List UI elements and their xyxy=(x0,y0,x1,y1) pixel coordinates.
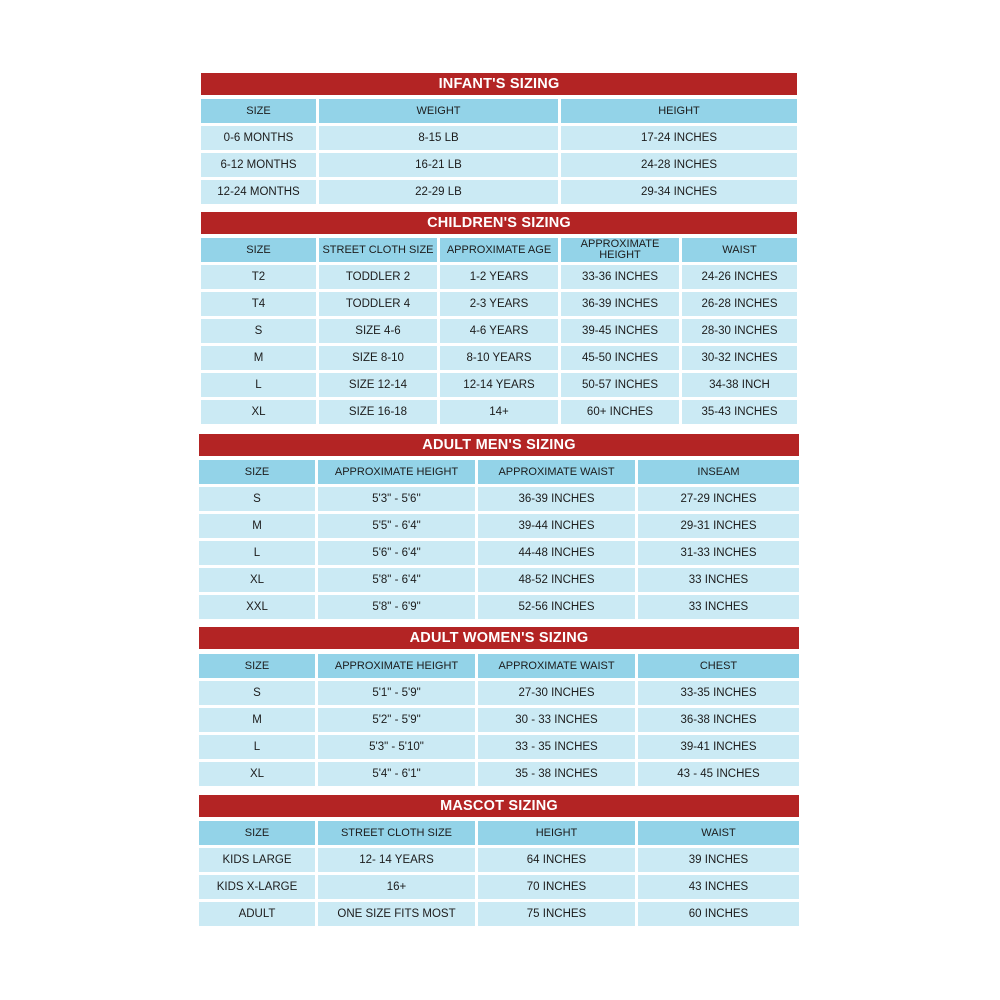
table-cell: 5'5" - 6'4" xyxy=(318,514,475,538)
table-cell: T2 xyxy=(201,265,316,289)
table-cell: L xyxy=(199,735,315,759)
table-cell: SIZE 4-6 xyxy=(319,319,437,343)
table-cell: M xyxy=(199,708,315,732)
children-sizing-table xyxy=(201,238,797,424)
table-cell: 43 INCHES xyxy=(638,875,799,899)
table-cell: 33-35 INCHES xyxy=(638,681,799,705)
table-cell: 24-28 INCHES xyxy=(561,153,797,177)
table-header: SIZE xyxy=(199,821,315,845)
table-cell: 39-41 INCHES xyxy=(638,735,799,759)
table-cell: SIZE 8-10 xyxy=(319,346,437,370)
table-cell: 35 - 38 INCHES xyxy=(478,762,635,786)
table-cell: 29-34 INCHES xyxy=(561,180,797,204)
infant-sizing-table xyxy=(201,99,797,204)
table-header: SIZE xyxy=(199,460,315,484)
table-header: APPROXIMATE HEIGHT xyxy=(318,460,475,484)
table-cell: 16-21 LB xyxy=(319,153,558,177)
table-cell: SIZE 16-18 xyxy=(319,400,437,424)
infant-sizing-title: INFANT'S SIZING xyxy=(201,73,797,95)
table-cell: XL xyxy=(199,762,315,786)
table-cell: 22-29 LB xyxy=(319,180,558,204)
table-cell: 17-24 INCHES xyxy=(561,126,797,150)
table-cell: 5'8" - 6'4" xyxy=(318,568,475,592)
women-sizing-title: ADULT WOMEN'S SIZING xyxy=(199,627,799,649)
table-cell: L xyxy=(199,541,315,565)
women-sizing-table xyxy=(199,654,799,786)
table-cell: 39 INCHES xyxy=(638,848,799,872)
table-cell: SIZE 12-14 xyxy=(319,373,437,397)
table-cell: 60+ INCHES xyxy=(561,400,679,424)
children-sizing-title: CHILDREN'S SIZING xyxy=(201,212,797,234)
table-cell: 27-29 INCHES xyxy=(638,487,799,511)
table-cell: 75 INCHES xyxy=(478,902,635,926)
table-cell: 36-39 INCHES xyxy=(561,292,679,316)
table-cell: T4 xyxy=(201,292,316,316)
table-cell: 6-12 MONTHS xyxy=(201,153,316,177)
table-cell: 39-44 INCHES xyxy=(478,514,635,538)
table-cell: M xyxy=(201,346,316,370)
table-cell: 50-57 INCHES xyxy=(561,373,679,397)
table-header: WEIGHT xyxy=(319,99,558,123)
table-header: SIZE xyxy=(199,654,315,678)
table-cell: 30-32 INCHES xyxy=(682,346,797,370)
mascot-sizing-table xyxy=(199,821,799,926)
table-cell: 39-45 INCHES xyxy=(561,319,679,343)
table-cell: 36-38 INCHES xyxy=(638,708,799,732)
table-header: APPROXIMATE WAIST xyxy=(478,460,635,484)
table-cell: 31-33 INCHES xyxy=(638,541,799,565)
table-cell: 26-28 INCHES xyxy=(682,292,797,316)
table-header: HEIGHT xyxy=(561,99,797,123)
table-cell: TODDLER 4 xyxy=(319,292,437,316)
table-cell: 27-30 INCHES xyxy=(478,681,635,705)
table-header: APPROXIMATE WAIST xyxy=(478,654,635,678)
table-cell: 36-39 INCHES xyxy=(478,487,635,511)
table-cell: 60 INCHES xyxy=(638,902,799,926)
table-header: CHEST xyxy=(638,654,799,678)
table-cell: 8-15 LB xyxy=(319,126,558,150)
table-cell: 12-24 MONTHS xyxy=(201,180,316,204)
table-cell: M xyxy=(199,514,315,538)
table-header: STREET CLOTH SIZE xyxy=(319,238,437,262)
table-cell: XXL xyxy=(199,595,315,619)
table-cell: 45-50 INCHES xyxy=(561,346,679,370)
table-cell: 8-10 YEARS xyxy=(440,346,558,370)
table-cell: 12- 14 YEARS xyxy=(318,848,475,872)
table-cell: 5'6" - 6'4" xyxy=(318,541,475,565)
table-cell: KIDS X-LARGE xyxy=(199,875,315,899)
table-cell: L xyxy=(201,373,316,397)
table-cell: 28-30 INCHES xyxy=(682,319,797,343)
table-cell: 5'1" - 5'9" xyxy=(318,681,475,705)
table-header: WAIST xyxy=(638,821,799,845)
table-cell: 43 - 45 INCHES xyxy=(638,762,799,786)
table-cell: 48-52 INCHES xyxy=(478,568,635,592)
mascot-sizing-title: MASCOT SIZING xyxy=(199,795,799,817)
table-cell: 5'3" - 5'10" xyxy=(318,735,475,759)
table-cell: 2-3 YEARS xyxy=(440,292,558,316)
men-sizing-table xyxy=(199,460,799,619)
table-header: APPROXIMATE AGE xyxy=(440,238,558,262)
table-header: APPROXIMATE HEIGHT xyxy=(561,238,679,262)
table-cell: 35-43 INCHES xyxy=(682,400,797,424)
table-cell: 33 INCHES xyxy=(638,595,799,619)
men-sizing-title: ADULT MEN'S SIZING xyxy=(199,434,799,456)
table-header: HEIGHT xyxy=(478,821,635,845)
table-cell: 5'2" - 5'9" xyxy=(318,708,475,732)
table-cell: 34-38 INCH xyxy=(682,373,797,397)
table-cell: 29-31 INCHES xyxy=(638,514,799,538)
table-header: STREET CLOTH SIZE xyxy=(318,821,475,845)
table-cell: 52-56 INCHES xyxy=(478,595,635,619)
table-cell: S xyxy=(199,487,315,511)
table-cell: XL xyxy=(199,568,315,592)
table-cell: ONE SIZE FITS MOST xyxy=(318,902,475,926)
table-cell: 70 INCHES xyxy=(478,875,635,899)
table-cell: 30 - 33 INCHES xyxy=(478,708,635,732)
table-cell: 0-6 MONTHS xyxy=(201,126,316,150)
table-cell: 5'3" - 5'6'' xyxy=(318,487,475,511)
table-cell: 5'8" - 6'9" xyxy=(318,595,475,619)
table-header: WAIST xyxy=(682,238,797,262)
table-cell: KIDS LARGE xyxy=(199,848,315,872)
table-cell: 16+ xyxy=(318,875,475,899)
table-cell: 24-26 INCHES xyxy=(682,265,797,289)
table-cell: 64 INCHES xyxy=(478,848,635,872)
table-cell: S xyxy=(201,319,316,343)
table-cell: 5'4" - 6'1" xyxy=(318,762,475,786)
table-cell: 12-14 YEARS xyxy=(440,373,558,397)
table-cell: 33 - 35 INCHES xyxy=(478,735,635,759)
table-header: SIZE xyxy=(201,99,316,123)
table-cell: 33 INCHES xyxy=(638,568,799,592)
table-cell: 4-6 YEARS xyxy=(440,319,558,343)
table-header: APPROXIMATE HEIGHT xyxy=(318,654,475,678)
table-cell: XL xyxy=(201,400,316,424)
table-cell: TODDLER 2 xyxy=(319,265,437,289)
table-cell: 14+ xyxy=(440,400,558,424)
table-header: SIZE xyxy=(201,238,316,262)
table-cell: 33-36 INCHES xyxy=(561,265,679,289)
table-cell: 44-48 INCHES xyxy=(478,541,635,565)
table-cell: 1-2 YEARS xyxy=(440,265,558,289)
table-cell: ADULT xyxy=(199,902,315,926)
table-cell: S xyxy=(199,681,315,705)
table-header: INSEAM xyxy=(638,460,799,484)
